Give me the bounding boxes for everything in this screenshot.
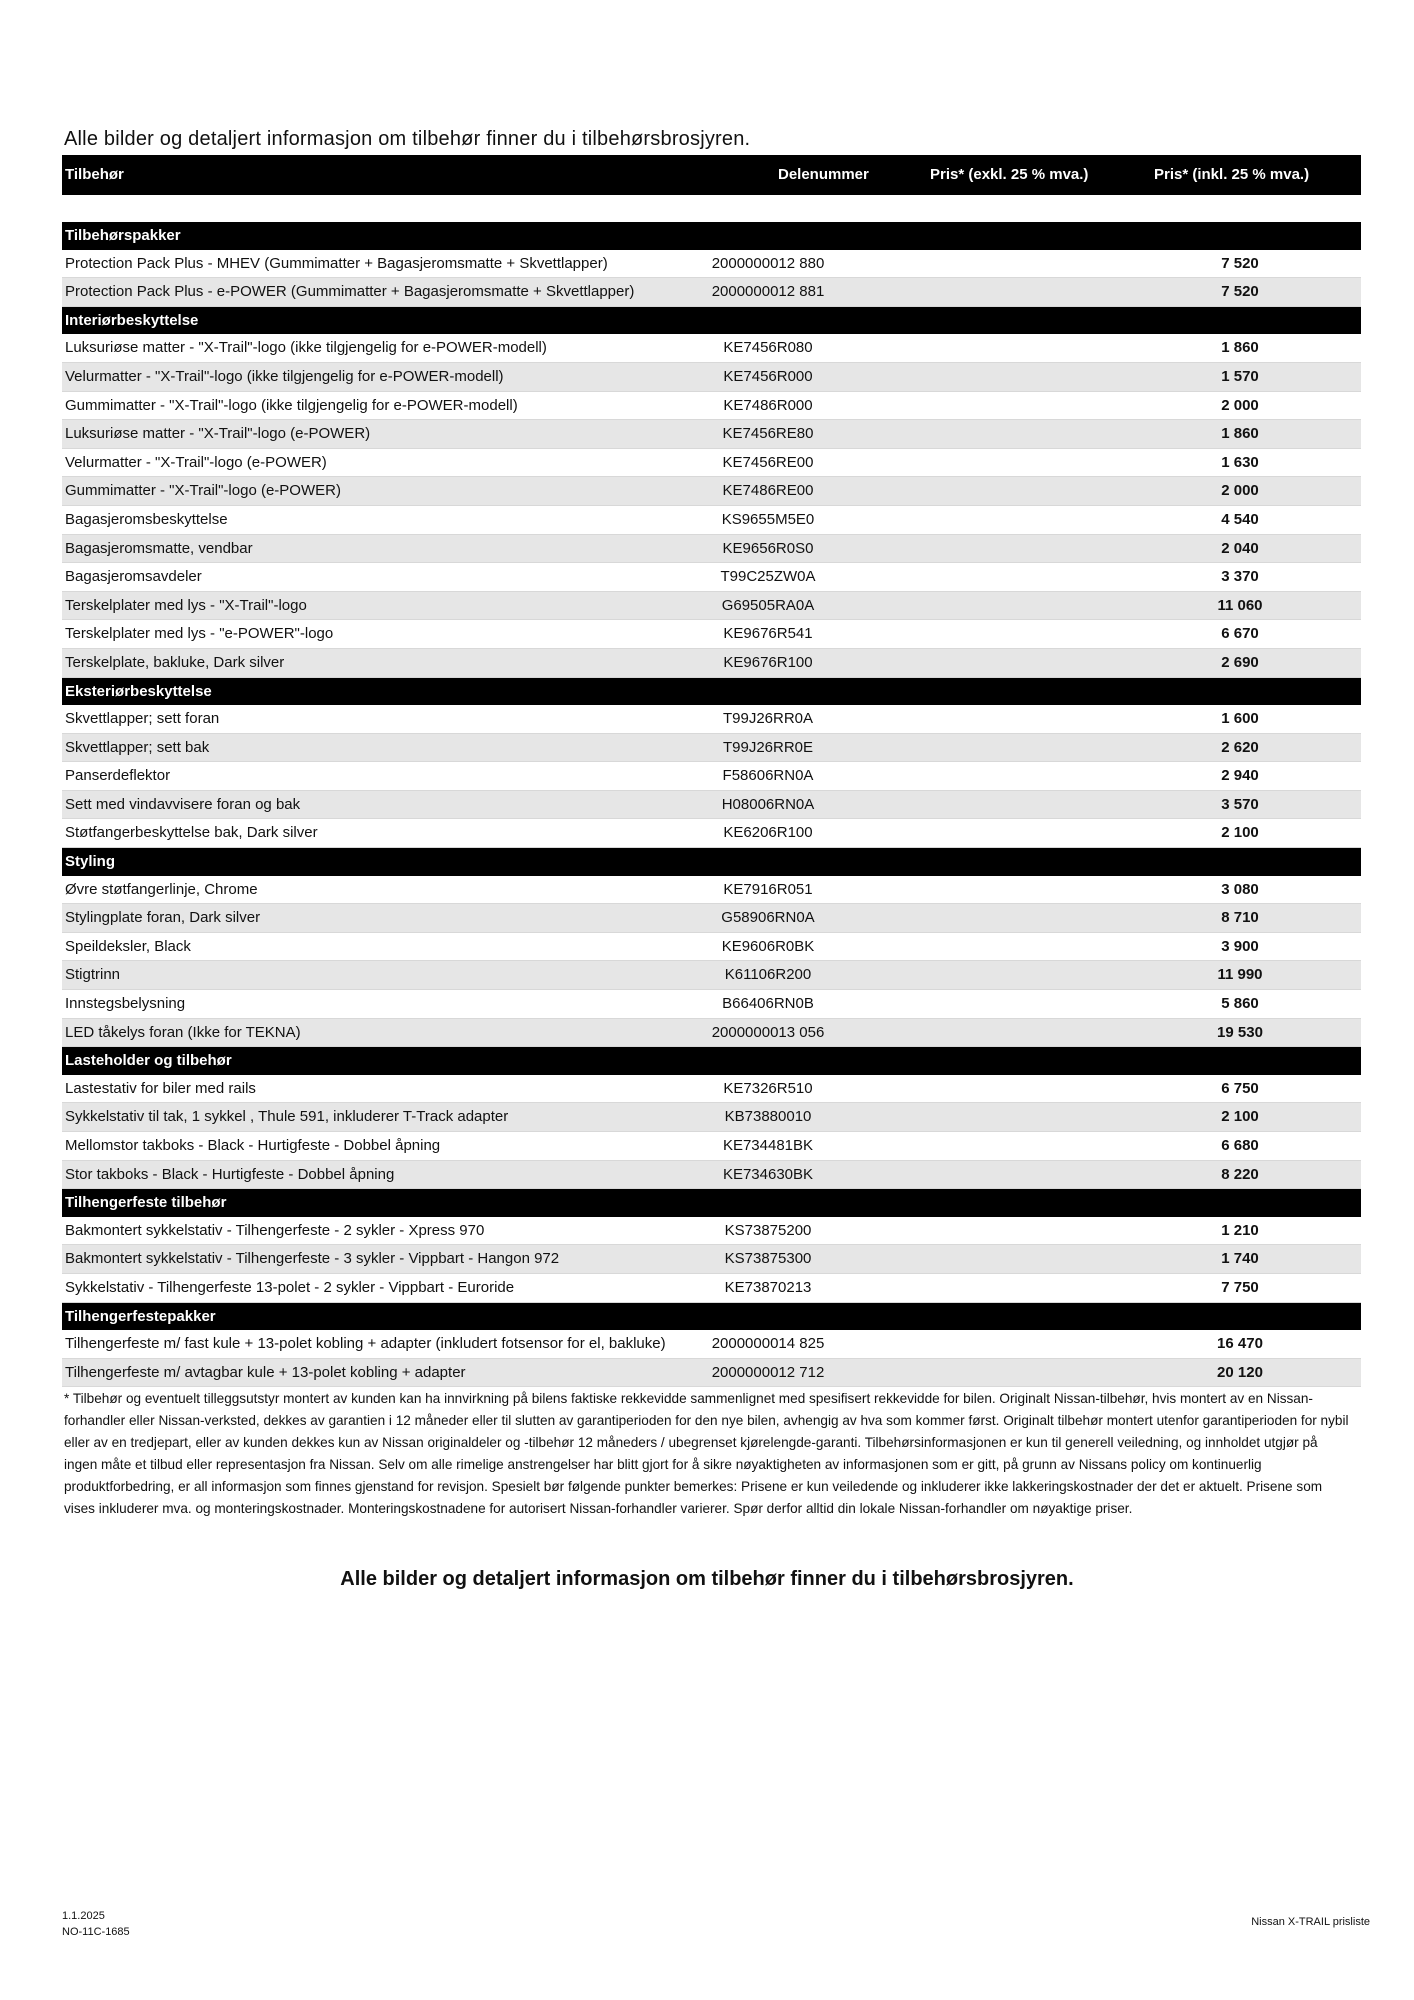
table-row (62, 649, 1361, 678)
item-name: Protection Pack Plus - e-POWER (Gummimatter + Bagasjeromsmatte + Skvettlapper) (65, 283, 635, 301)
item-part-number: T99J26RR0A (722, 710, 814, 728)
table-row (62, 933, 1361, 962)
item-price: 20 120 (1217, 1363, 1263, 1381)
table-row (62, 1103, 1361, 1132)
item-part-number: KS73875300 (724, 1250, 812, 1268)
item-part-number: KE734630BK (722, 1165, 814, 1183)
item-price: 2 690 (1221, 653, 1259, 671)
section-title: Tilbehørspakker (65, 227, 181, 244)
item-price: 3 570 (1221, 795, 1259, 813)
section-header (62, 307, 1361, 335)
item-price: 8 710 (1221, 909, 1259, 927)
item-name: Bakmontert sykkelstativ - Tilhengerfeste - 3 sykler - Vippbart - Hangon 972 (65, 1250, 560, 1268)
table-row (62, 1274, 1361, 1303)
item-part-number: KE9606R0BK (721, 937, 815, 955)
item-part-number: KE73870213 (724, 1278, 812, 1296)
table-row (62, 592, 1361, 621)
item-price: 2 100 (1221, 1108, 1259, 1126)
table-row (62, 1359, 1361, 1388)
item-price: 2 040 (1221, 539, 1259, 557)
item-price: 2 940 (1221, 767, 1259, 785)
table-row (62, 535, 1361, 564)
item-name: LED tåkelys foran (Ikke for TEKNA) (65, 1023, 301, 1041)
item-part-number: G58906RN0A (721, 909, 815, 927)
item-name: Velurmatter - "X-Trail"-logo (e-POWER) (65, 453, 327, 471)
item-price: 2 100 (1221, 824, 1259, 842)
table-row (62, 477, 1361, 506)
item-price: 1 740 (1221, 1250, 1259, 1268)
item-name: Sykkelstativ til tak, 1 sykkel , Thule 591, inkluderer T-Track adapter (65, 1108, 509, 1126)
item-price: 2 000 (1221, 482, 1259, 500)
item-name: Skvettlapper; sett foran (65, 710, 220, 728)
item-name: Lastestativ for biler med rails (65, 1079, 256, 1097)
item-part-number: H08006RN0A (721, 795, 815, 813)
item-name: Bagasjeromsbeskyttelse (65, 510, 228, 528)
item-price: 2 000 (1221, 396, 1259, 414)
section-title: Tilhengerfeste tilbehør (65, 1194, 227, 1212)
table-row (62, 278, 1361, 307)
section-title: Lasteholder og tilbehør (65, 1052, 232, 1070)
item-name: Sykkelstativ - Tilhengerfeste 13-polet - 2 sykler - Vippbart - Euroride (65, 1278, 515, 1296)
item-part-number: KE7486RE00 (722, 482, 814, 500)
item-part-number: KB73880010 (724, 1108, 812, 1126)
item-part-number: K61106R200 (724, 966, 812, 984)
table-row (62, 620, 1361, 649)
item-part-number: KE7486R000 (723, 396, 813, 414)
table-row (62, 1161, 1361, 1190)
table-row (62, 334, 1361, 363)
item-price: 16 470 (1217, 1335, 1263, 1353)
section-header (62, 1303, 1361, 1331)
item-name: Mellomstor takboks - Black - Hurtigfeste - Dobbel åpning (65, 1137, 441, 1154)
item-price: 11 060 (1217, 596, 1263, 614)
item-part-number: 2000000014 825 (711, 1335, 825, 1353)
item-price: 7 520 (1221, 254, 1259, 272)
table-row (62, 762, 1361, 791)
item-part-number: KE7456R080 (723, 339, 813, 357)
footer-left (62, 1908, 130, 1940)
item-name: Gummimatter - "X-Trail"-logo (e-POWER) (65, 482, 341, 500)
item-part-number: KE7456RE80 (722, 425, 814, 443)
table-row (62, 1245, 1361, 1274)
item-part-number: T99J26RR0E (722, 738, 814, 756)
item-part-number: KE9676R541 (723, 625, 813, 643)
item-part-number: KE6206R100 (723, 824, 813, 842)
section-title: Interiørbeskyttelse (65, 311, 199, 329)
section-title: Tilhengerfestepakker (65, 1307, 216, 1325)
table-row (62, 420, 1361, 449)
item-price: 1 860 (1221, 425, 1259, 443)
footer-doc-title: Nissan X-TRAIL prisliste (1251, 1916, 1370, 1928)
table-row (62, 876, 1361, 905)
item-price: 1 860 (1221, 339, 1259, 357)
item-name: Stor takboks - Black - Hurtigfeste - Dobbel åpning (65, 1165, 395, 1183)
item-price: 3 080 (1221, 880, 1259, 898)
item-name: Protection Pack Plus - MHEV (Gummimatter + Bagasjeromsmatte + Skvettlapper) (65, 254, 608, 272)
table-row (62, 990, 1361, 1019)
table-row (62, 1217, 1361, 1246)
item-name: Bakmontert sykkelstativ - Tilhengerfeste - 2 sykler - Xpress 970 (65, 1221, 485, 1239)
item-part-number: KE9676R100 (723, 653, 813, 671)
section-title: Styling (65, 853, 116, 871)
item-name: Tilhengerfeste m/ avtagbar kule + 13-polet kobling + adapter (65, 1363, 466, 1381)
item-part-number: KE7916R051 (723, 880, 813, 898)
item-part-number: G69505RA0A (721, 596, 815, 614)
header-price-excl: Pris* (exkl. 25 % mva.) (930, 166, 1089, 183)
item-part-number: 2000000012 881 (711, 283, 825, 301)
item-price: 6 670 (1221, 625, 1259, 643)
item-name: Bagasjeromsavdeler (65, 568, 202, 586)
footer-date: 1.1.2025 (62, 1910, 105, 1922)
table-header (62, 155, 1361, 195)
item-part-number: KE9656R0S0 (722, 539, 814, 557)
table-row (62, 819, 1361, 848)
item-price: 7 750 (1221, 1278, 1259, 1296)
item-name: Panserdeflektor (65, 767, 171, 785)
item-price: 1 630 (1221, 453, 1259, 471)
item-price: 11 990 (1217, 966, 1263, 984)
item-name: Gummimatter - "X-Trail"-logo (ikke tilgjengelig for e-POWER-modell) (65, 396, 518, 414)
item-name: Luksuriøse matter - "X-Trail"-logo (ikke tilgjengelig for e-POWER-modell) (65, 339, 547, 357)
item-price: 1 210 (1221, 1221, 1259, 1239)
item-part-number: 2000000012 880 (711, 254, 825, 272)
item-price: 6 680 (1221, 1137, 1259, 1154)
item-price: 5 860 (1221, 995, 1259, 1013)
table-row (62, 705, 1361, 734)
item-part-number: KE7326R510 (723, 1079, 813, 1097)
table-row (62, 1019, 1361, 1048)
table-row (62, 449, 1361, 478)
section-title: Eksteriørbeskyttelse (65, 682, 212, 700)
table-row (62, 250, 1361, 279)
item-part-number: B66406RN0B (722, 995, 814, 1013)
table-row (62, 1132, 1361, 1161)
item-price: 3 900 (1221, 937, 1259, 955)
item-name: Sett med vindavvisere foran og bak (65, 795, 301, 813)
item-name: Stylingplate foran, Dark silver (65, 909, 261, 927)
item-part-number: KS73875200 (724, 1221, 812, 1239)
item-name: Terskelplater med lys - "X-Trail"-logo (65, 596, 307, 614)
item-part-number: 2000000012 712 (711, 1363, 825, 1381)
table-row (62, 1330, 1361, 1359)
section-header (62, 848, 1361, 876)
accessory-table (62, 222, 1361, 1387)
item-name: Terskelplate, bakluke, Dark silver (65, 653, 285, 671)
table-row (62, 563, 1361, 592)
table-row (62, 506, 1361, 535)
header-item: Tilbehør (65, 166, 124, 183)
item-price: 8 220 (1221, 1165, 1259, 1183)
item-name: Øvre støtfangerlinje, Chrome (65, 880, 258, 898)
item-name: Luksuriøse matter - "X-Trail"-logo (e-POWER) (65, 425, 371, 443)
item-name: Velurmatter - "X-Trail"-logo (ikke tilgjengelig for e-POWER-modell) (65, 367, 504, 385)
item-part-number: KE734481BK (722, 1137, 814, 1154)
item-name: Stigtrinn (65, 966, 121, 984)
section-header (62, 1047, 1361, 1075)
item-name: Støtfangerbeskyttelse bak, Dark silver (65, 824, 318, 842)
item-name: Speildeksler, Black (65, 937, 191, 955)
item-part-number: KS9655M5E0 (721, 510, 815, 528)
item-part-number: KE7456R000 (723, 367, 813, 385)
item-name: Bagasjeromsmatte, vendbar (65, 539, 253, 557)
table-row (62, 1075, 1361, 1104)
table-row (62, 363, 1361, 392)
footnote: * Tilbehør og eventuelt tilleggsutstyr montert av kunden kan ha innvirkning på bilens faktiske rekkevidde sammenlignet med spesifisert rekkevidde for bilen. Originalt Nissan-tilbehør, hvis montert av en Nissan-forhandler eller Nissan-verksted, dekkes av garantien i 12 måneder eller til slutten av garantiperioden for den nye bilen, avhengig av hva som kommer først. Originalt tilbehør montert utenfor garantiperioden for nybil eller av en tredjepart, eller av kunden dekkes kun av Nissan originaldeler og -tilbehør 12 måneders / ubegrenset kjørelengde-garanti. Tilbehørsinformasjonen er kun til generell veiledning, og innholdet utgjør på ingen måte et tilbud eller representasjon fra Nissan. Selv om alle rimelige anstrengelser har blitt gjort for å sikre nøyaktigheten av informasjonen som er gitt, på grunn av Nissans policy om kontinuerlig produktforbedring, er all informasjon som finnes gjenstand for revisjon. Spesielt bør følgende punkter bemerkes: Prisene er kun veiledende og inkluderer ikke lakkeringskostnader der det er aktuelt. Prisene som vises inkluderer mva. og monteringskostnader. Monteringskostnadene for autorisert Nissan-forhandler varierer. Spør derfor alltid din lokale Nissan-forhandler om nøyaktige priser. (64, 1391, 1349, 1516)
intro-text: Alle bilder og detaljert informasjon om tilbehør finner du i tilbehørsbrosjyren. (64, 128, 751, 150)
item-name: Tilhengerfeste m/ fast kule + 13-polet kobling + adapter (inkludert fotsensor for el, bakluke) (65, 1335, 666, 1353)
item-price: 6 750 (1221, 1079, 1259, 1097)
item-price: 3 370 (1221, 568, 1259, 586)
item-price: 1 600 (1221, 710, 1259, 728)
item-part-number: F58606RN0A (722, 767, 814, 785)
item-price: 4 540 (1221, 510, 1259, 528)
item-part-number: T99C25ZW0A (720, 568, 816, 586)
footer-code: NO-11C-1685 (62, 1926, 130, 1938)
table-row (62, 392, 1361, 421)
closing-text: Alle bilder og detaljert informasjon om tilbehør finner du i tilbehørsbrosjyren. (340, 1568, 1074, 1590)
table-row (62, 734, 1361, 763)
item-name: Innstegsbelysning (65, 995, 186, 1013)
item-name: Skvettlapper; sett bak (65, 738, 210, 756)
item-part-number: 2000000013 056 (711, 1023, 825, 1041)
table-row (62, 791, 1361, 820)
section-header (62, 1189, 1361, 1217)
header-part-number: Delenummer (778, 166, 869, 183)
table-row (62, 961, 1361, 990)
item-price: 19 530 (1217, 1023, 1263, 1041)
header-price-incl: Pris* (inkl. 25 % mva.) (1154, 166, 1310, 183)
section-header (62, 222, 1361, 250)
item-part-number: KE7456RE00 (722, 453, 814, 471)
item-price: 7 520 (1221, 283, 1259, 301)
section-header (62, 678, 1361, 706)
table-row (62, 904, 1361, 933)
item-price: 2 620 (1221, 738, 1259, 756)
item-name: Terskelplater med lys - "e-POWER"-logo (65, 625, 334, 643)
item-price: 1 570 (1221, 367, 1259, 385)
